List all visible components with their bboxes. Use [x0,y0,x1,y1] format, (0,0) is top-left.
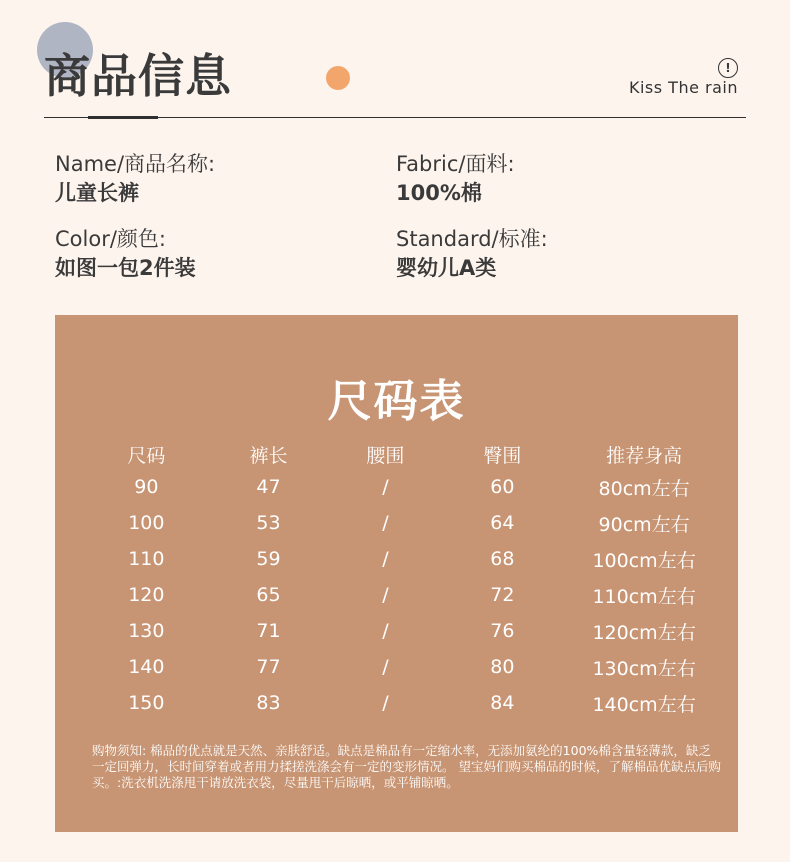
table-cell: / [382,548,389,570]
standard-value: 婴幼儿A类 [396,256,497,280]
fabric-value: 100%棉 [396,181,482,205]
column-header: 裤长 [249,444,288,467]
table-cell: 53 [256,512,281,534]
table-row [85,685,725,721]
table-cell: 76 [490,620,515,642]
size-chart-title: 尺码表 [327,376,466,427]
table-cell: 140 [128,656,165,678]
table-cell: 120cm左右 [592,621,696,644]
table-cell: 130cm左右 [592,657,696,680]
table-cell: 47 [256,476,281,498]
table-cell: 59 [256,548,281,570]
table-row [85,469,725,505]
info-color [55,225,375,283]
standard-label: Standard/标准: [396,227,548,251]
size-chart-panel [55,315,738,832]
table-cell: 80cm左右 [598,477,690,500]
table-cell: / [382,512,389,534]
color-label: Color/颜色: [55,227,166,251]
table-row [85,505,725,541]
header-divider-accent [88,116,158,119]
color-value: 如图一包2件装 [55,256,196,280]
table-cell: 84 [490,692,515,714]
column-header: 推荐身高 [606,444,683,467]
size-table [85,439,725,721]
table-cell: 77 [256,656,281,678]
table-cell: / [382,692,389,714]
table-cell: 120 [128,584,165,606]
table-cell: / [382,656,389,678]
table-cell: / [382,584,389,606]
table-cell: 130 [128,620,165,642]
name-label: Name/商品名称: [55,152,216,176]
size-table-header [85,439,725,469]
table-cell: 110cm左右 [592,585,696,608]
table-cell: 71 [256,620,281,642]
table-cell: 68 [490,548,515,570]
table-cell: / [382,476,389,498]
table-row [85,613,725,649]
table-row [85,649,725,685]
table-cell: 72 [490,584,515,606]
table-cell: 150 [128,692,165,714]
exclamation-icon: ! [718,58,738,78]
table-cell: 90cm左右 [598,513,690,536]
info-fabric [396,150,716,208]
page-title: 商品信息 [44,49,232,103]
column-header: 腰围 [366,444,405,467]
table-row [85,577,725,613]
brand-name: Kiss The rain [628,78,738,97]
info-standard [396,225,716,283]
table-cell: / [382,620,389,642]
table-cell: 110 [128,548,165,570]
info-name [55,150,375,208]
table-row [85,541,725,577]
table-cell: 83 [256,692,281,714]
decorative-orange-dot [326,66,350,90]
name-value: 儿童长裤 [55,181,139,205]
table-cell: 90 [134,476,159,498]
table-cell: 100cm左右 [592,549,696,572]
table-cell: 65 [256,584,281,606]
shopping-notice: 购物须知: 棉品的优点就是天然、亲肤舒适。缺点是棉品有一定缩水率，无添加氨纶的100%棉含量轻薄款，缺乏一定回弹力，长时间穿着或者用力揉搓洗涤会有一定的变形情况。 望宝妈们购买棉品的时候，了解棉品优缺点后购买。:洗衣机洗涤甩干请放洗衣袋，尽量甩干后晾晒，或平铺晾晒。 [92,743,721,790]
table-cell: 60 [490,476,515,498]
table-cell: 140cm左右 [592,693,696,716]
table-cell: 64 [490,512,515,534]
table-cell: 100 [128,512,165,534]
column-header: 臀围 [483,444,522,467]
column-header: 尺码 [127,444,166,467]
fabric-label: Fabric/面料: [396,152,515,176]
table-cell: 80 [490,656,515,678]
